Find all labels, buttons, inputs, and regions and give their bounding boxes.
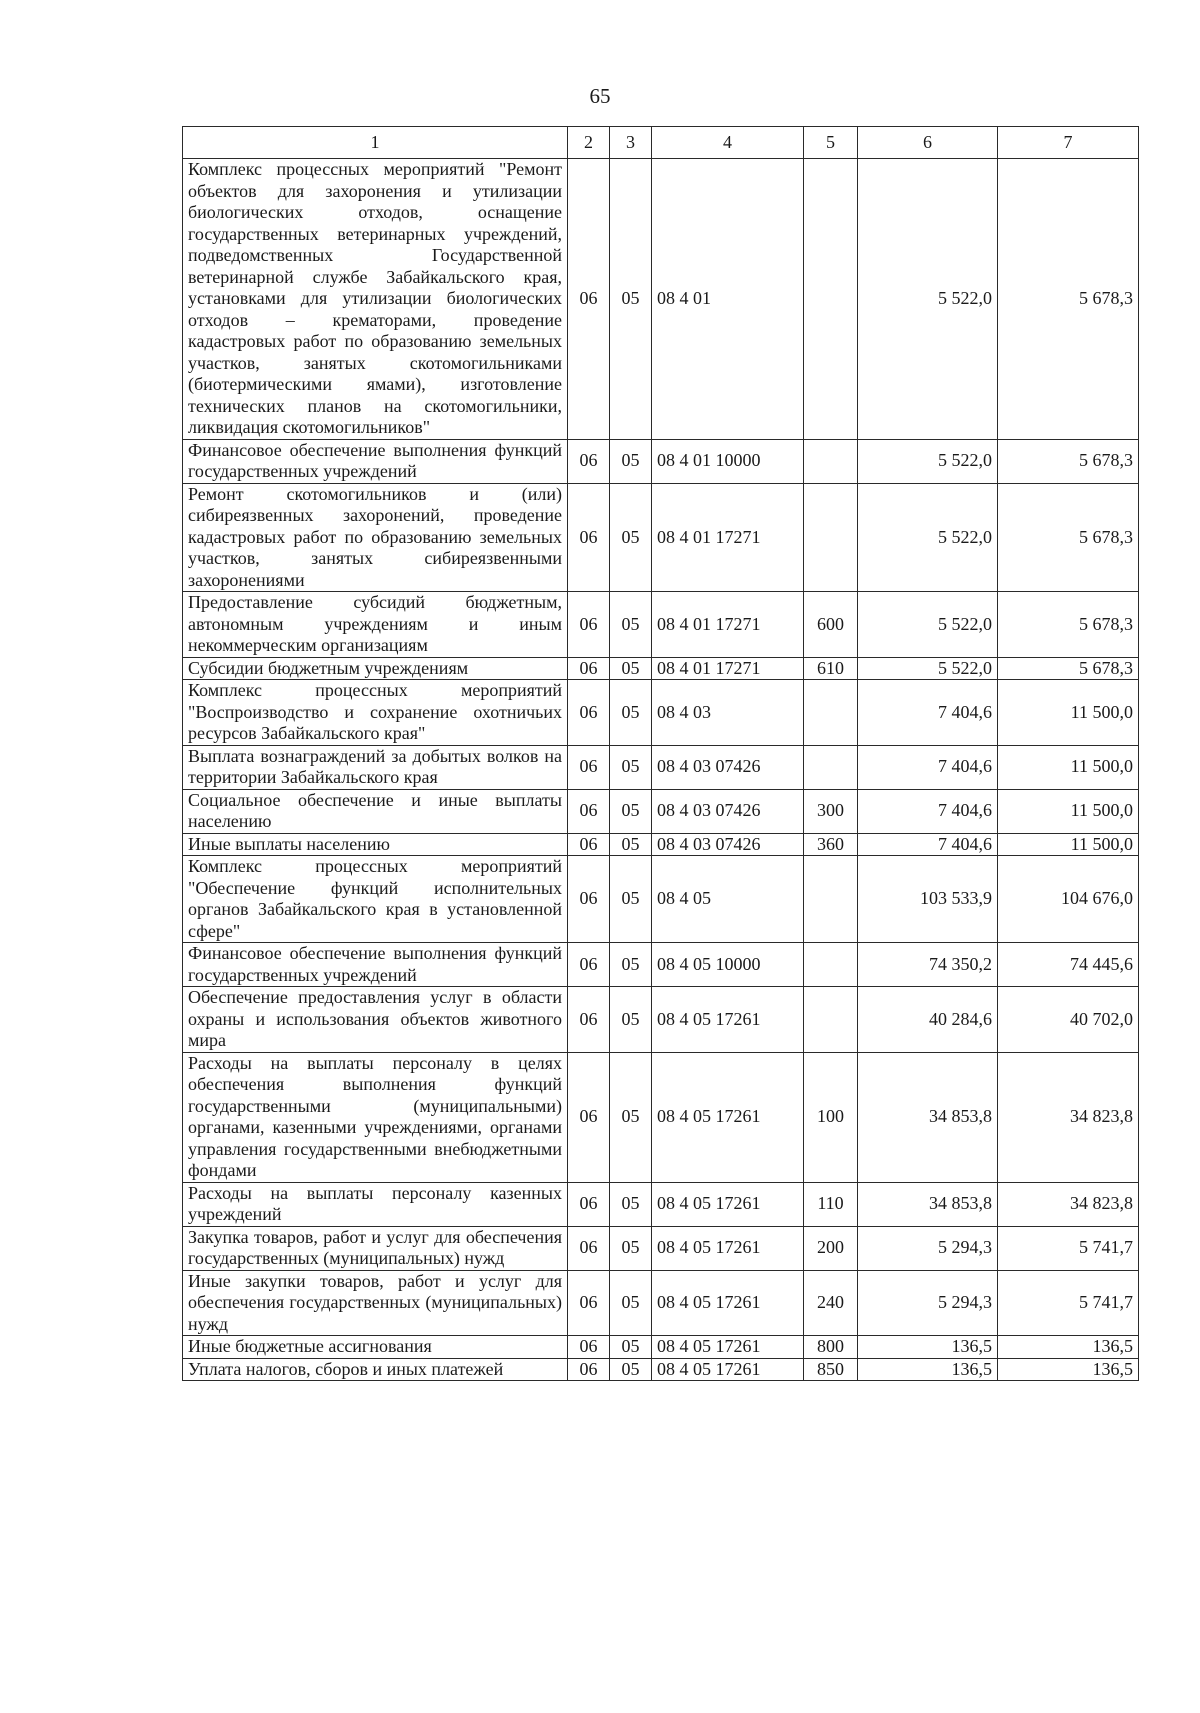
row-name-cell: Иные закупки товаров, работ и услуг для обеспечения государственных (муниципальных) нужд: [183, 1270, 568, 1336]
row-name-cell: Ремонт скотомогильников и (или) сибиреязвенных захоронений, проведение кадастровых работ по образованию земельных участков, занятых сибиреязвенными захоронениями: [183, 483, 568, 592]
amount-year1-cell: 7 404,6: [858, 680, 998, 746]
amount-year2-cell: 40 702,0: [998, 987, 1139, 1053]
amount-year2-cell: 5 678,3: [998, 439, 1139, 483]
section-code-cell: 06: [568, 592, 610, 658]
amount-year2-cell: 34 823,8: [998, 1182, 1139, 1226]
header-cell: 1: [183, 127, 568, 159]
target-article-cell: 08 4 05 17261: [652, 1182, 804, 1226]
subsection-code-cell: 05: [610, 1358, 652, 1381]
amount-year1-cell: 136,5: [858, 1336, 998, 1359]
target-article-cell: 08 4 03 07426: [652, 789, 804, 833]
amount-year2-cell: 11 500,0: [998, 745, 1139, 789]
target-article-cell: 08 4 05 17261: [652, 1270, 804, 1336]
row-name-cell: Обеспечение предоставления услуг в области охраны и использования объектов животного мира: [183, 987, 568, 1053]
expense-type-cell: 200: [804, 1226, 858, 1270]
row-name-cell: Выплата вознаграждений за добытых волков на территории Забайкальского края: [183, 745, 568, 789]
table-row: [183, 1358, 1139, 1381]
table-row: [183, 592, 1139, 658]
row-name-cell: Финансовое обеспечение выполнения функций государственных учреждений: [183, 943, 568, 987]
expense-type-cell: [804, 987, 858, 1053]
table-row: [183, 1270, 1139, 1336]
amount-year1-cell: 5 522,0: [858, 439, 998, 483]
subsection-code-cell: 05: [610, 943, 652, 987]
subsection-code-cell: 05: [610, 987, 652, 1053]
table-row: [183, 439, 1139, 483]
row-name-cell: Расходы на выплаты персоналу в целях обеспечения выполнения функций государственными (муниципальными) органами, казенными учреждениями, органами управления государственными внебюджетными фондами: [183, 1052, 568, 1182]
section-code-cell: 06: [568, 987, 610, 1053]
expense-type-cell: 850: [804, 1358, 858, 1381]
row-name-cell: Комплекс процессных мероприятий "Обеспечение функций исполнительных органов Забайкальского края в установленной сфере": [183, 856, 568, 943]
table-row: [183, 483, 1139, 592]
amount-year2-cell: 11 500,0: [998, 680, 1139, 746]
subsection-code-cell: 05: [610, 483, 652, 592]
section-code-cell: 06: [568, 159, 610, 440]
subsection-code-cell: 05: [610, 680, 652, 746]
subsection-code-cell: 05: [610, 789, 652, 833]
expense-type-cell: 240: [804, 1270, 858, 1336]
expense-type-cell: [804, 483, 858, 592]
target-article-cell: 08 4 03 07426: [652, 833, 804, 856]
expense-type-cell: [804, 680, 858, 746]
amount-year2-cell: 11 500,0: [998, 789, 1139, 833]
section-code-cell: 06: [568, 943, 610, 987]
row-name-cell: Социальное обеспечение и иные выплаты населению: [183, 789, 568, 833]
subsection-code-cell: 05: [610, 1182, 652, 1226]
subsection-code-cell: 05: [610, 1226, 652, 1270]
target-article-cell: 08 4 03 07426: [652, 745, 804, 789]
expense-type-cell: 610: [804, 657, 858, 680]
amount-year1-cell: 5 522,0: [858, 159, 998, 440]
amount-year1-cell: 5 522,0: [858, 483, 998, 592]
header-cell: 4: [652, 127, 804, 159]
subsection-code-cell: 05: [610, 159, 652, 440]
section-code-cell: 06: [568, 789, 610, 833]
header-cell: 3: [610, 127, 652, 159]
expense-type-cell: 360: [804, 833, 858, 856]
subsection-code-cell: 05: [610, 439, 652, 483]
target-article-cell: 08 4 05 17261: [652, 1336, 804, 1359]
amount-year2-cell: 34 823,8: [998, 1052, 1139, 1182]
target-article-cell: 08 4 05 17261: [652, 987, 804, 1053]
subsection-code-cell: 05: [610, 1336, 652, 1359]
row-name-cell: Комплекс процессных мероприятий "Воспроизводство и сохранение охотничьих ресурсов Забайкальского края": [183, 680, 568, 746]
section-code-cell: 06: [568, 1270, 610, 1336]
target-article-cell: 08 4 01 17271: [652, 657, 804, 680]
section-code-cell: 06: [568, 1052, 610, 1182]
table-row: [183, 159, 1139, 440]
amount-year1-cell: 7 404,6: [858, 833, 998, 856]
subsection-code-cell: 05: [610, 657, 652, 680]
section-code-cell: 06: [568, 745, 610, 789]
header-cell: 6: [858, 127, 998, 159]
row-name-cell: Закупка товаров, работ и услуг для обеспечения государственных (муниципальных) нужд: [183, 1226, 568, 1270]
section-code-cell: 06: [568, 856, 610, 943]
header-cell: 2: [568, 127, 610, 159]
expense-type-cell: 300: [804, 789, 858, 833]
amount-year2-cell: 5 741,7: [998, 1270, 1139, 1336]
header-cell: 5: [804, 127, 858, 159]
amount-year2-cell: 5 678,3: [998, 657, 1139, 680]
section-code-cell: 06: [568, 680, 610, 746]
subsection-code-cell: 05: [610, 856, 652, 943]
expense-type-cell: 100: [804, 1052, 858, 1182]
expense-type-cell: [804, 159, 858, 440]
row-name-cell: Иные выплаты населению: [183, 833, 568, 856]
table-row: [183, 1052, 1139, 1182]
amount-year2-cell: 5 678,3: [998, 159, 1139, 440]
amount-year1-cell: 34 853,8: [858, 1182, 998, 1226]
amount-year1-cell: 5 294,3: [858, 1226, 998, 1270]
expense-type-cell: [804, 943, 858, 987]
amount-year2-cell: 11 500,0: [998, 833, 1139, 856]
section-code-cell: 06: [568, 1182, 610, 1226]
section-code-cell: 06: [568, 439, 610, 483]
amount-year1-cell: 136,5: [858, 1358, 998, 1381]
amount-year1-cell: 74 350,2: [858, 943, 998, 987]
amount-year2-cell: 104 676,0: [998, 856, 1139, 943]
table-row: [183, 1226, 1139, 1270]
section-code-cell: 06: [568, 1336, 610, 1359]
row-name-cell: Уплата налогов, сборов и иных платежей: [183, 1358, 568, 1381]
table-row: [183, 680, 1139, 746]
subsection-code-cell: 05: [610, 592, 652, 658]
amount-year1-cell: 103 533,9: [858, 856, 998, 943]
target-article-cell: 08 4 05 10000: [652, 943, 804, 987]
expense-type-cell: 800: [804, 1336, 858, 1359]
table-row: [183, 856, 1139, 943]
amount-year1-cell: 34 853,8: [858, 1052, 998, 1182]
table-row: [183, 943, 1139, 987]
row-name-cell: Субсидии бюджетным учреждениям: [183, 657, 568, 680]
amount-year1-cell: 5 522,0: [858, 657, 998, 680]
table-row: [183, 1182, 1139, 1226]
table-row: [183, 833, 1139, 856]
target-article-cell: 08 4 03: [652, 680, 804, 746]
amount-year1-cell: 7 404,6: [858, 745, 998, 789]
header-row: [183, 127, 1139, 159]
amount-year1-cell: 5 522,0: [858, 592, 998, 658]
amount-year1-cell: 5 294,3: [858, 1270, 998, 1336]
section-code-cell: 06: [568, 483, 610, 592]
amount-year2-cell: 74 445,6: [998, 943, 1139, 987]
table-row: [183, 745, 1139, 789]
target-article-cell: 08 4 05: [652, 856, 804, 943]
expense-type-cell: [804, 745, 858, 789]
expense-type-cell: 600: [804, 592, 858, 658]
row-name-cell: Предоставление субсидий бюджетным, автономным учреждениям и иным некоммерческим организациям: [183, 592, 568, 658]
subsection-code-cell: 05: [610, 745, 652, 789]
section-code-cell: 06: [568, 657, 610, 680]
target-article-cell: 08 4 05 17261: [652, 1358, 804, 1381]
row-name-cell: Расходы на выплаты персоналу казенных учреждений: [183, 1182, 568, 1226]
header-cell: 7: [998, 127, 1139, 159]
amount-year2-cell: 5 678,3: [998, 592, 1139, 658]
section-code-cell: 06: [568, 833, 610, 856]
row-name-cell: Комплекс процессных мероприятий "Ремонт объектов для захоронения и утилизации биологических отходов, оснащение государственных ветеринарных учреждений, подведомственных Государственной ветеринарной службе Забайкальского края, установками для утилизации биологических отходов – крематорами, проведение кадастровых работ по образованию земельных участков, занятых скотомогильниками (биотермическими ямами), изготовление технических планов на скотомогильники, ликвидация скотомогильников": [183, 159, 568, 440]
row-name-cell: Финансовое обеспечение выполнения функций государственных учреждений: [183, 439, 568, 483]
subsection-code-cell: 05: [610, 1270, 652, 1336]
budget-table: [182, 126, 1139, 1381]
expense-type-cell: [804, 856, 858, 943]
section-code-cell: 06: [568, 1358, 610, 1381]
subsection-code-cell: 05: [610, 833, 652, 856]
target-article-cell: 08 4 01 17271: [652, 592, 804, 658]
row-name-cell: Иные бюджетные ассигнования: [183, 1336, 568, 1359]
table-row: [183, 789, 1139, 833]
amount-year2-cell: 136,5: [998, 1358, 1139, 1381]
amount-year1-cell: 40 284,6: [858, 987, 998, 1053]
expense-type-cell: [804, 439, 858, 483]
target-article-cell: 08 4 05 17261: [652, 1052, 804, 1182]
table-row: [183, 1336, 1139, 1359]
expense-type-cell: 110: [804, 1182, 858, 1226]
subsection-code-cell: 05: [610, 1052, 652, 1182]
page-number: 65: [589, 84, 611, 108]
amount-year2-cell: 5 678,3: [998, 483, 1139, 592]
amount-year2-cell: 5 741,7: [998, 1226, 1139, 1270]
amount-year2-cell: 136,5: [998, 1336, 1139, 1359]
target-article-cell: 08 4 01: [652, 159, 804, 440]
table-row: [183, 987, 1139, 1053]
table-row: [183, 657, 1139, 680]
section-code-cell: 06: [568, 1226, 610, 1270]
target-article-cell: 08 4 01 10000: [652, 439, 804, 483]
target-article-cell: 08 4 01 17271: [652, 483, 804, 592]
amount-year1-cell: 7 404,6: [858, 789, 998, 833]
target-article-cell: 08 4 05 17261: [652, 1226, 804, 1270]
